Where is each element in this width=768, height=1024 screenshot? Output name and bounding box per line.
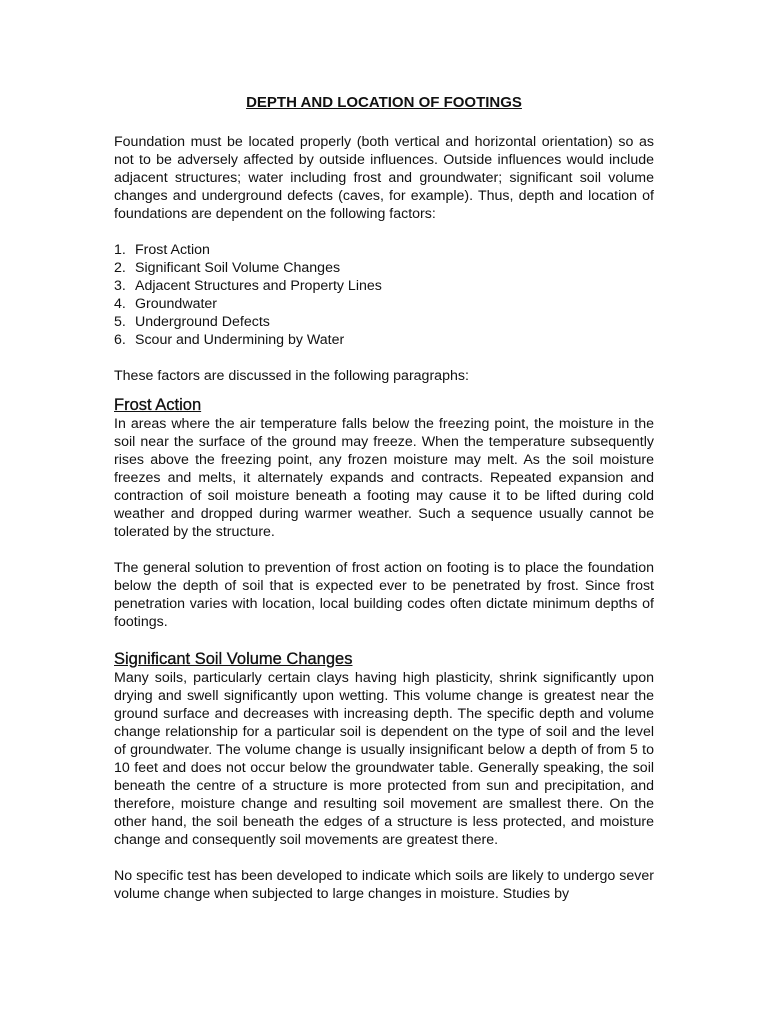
transition-paragraph: These factors are discussed in the following paragraphs: [114, 368, 469, 384]
document-page [114, 93, 654, 903]
list-item-text: Frost Action [135, 242, 210, 258]
soil-volume-paragraph-1: Many soils, particularly certain clays having high plasticity, shrink significantly upon drying and swell significantly upon wetting. This volume change is greatest near the ground surface and decreases with increasing depth. The specific depth and volume change relationship for a particular soil is dependent on the type of soil and the level of groundwater. The volume change is usually insignificant below a depth of from 5 to 10 feet and does not occur below the groundwater table. Generally speaking, the soil beneath the centre of a structure is more protected from sun and precipitation, and therefore, moisture change and resulting soil movement are smallest there. On the other hand, the soil beneath the edges of a structure is less protected, and moisture change and consequently soil movements are greatest there. [114, 670, 654, 848]
factors-list [114, 241, 654, 349]
list-item [114, 241, 654, 259]
section-heading-frost-action: Frost Action [114, 396, 202, 414]
list-item-number: 6. [114, 332, 126, 348]
list-item-number: 2. [114, 260, 126, 276]
frost-paragraph-2: The general solution to prevention of frost action on footing is to place the foundation below the depth of soil that is expected ever to be penetrated by frost. Since frost penetration varies with location, local building codes often dictate minimum depths of footings. [114, 560, 654, 630]
list-item-text: Underground Defects [135, 314, 270, 330]
list-item [114, 331, 654, 349]
list-item [114, 313, 654, 331]
list-item-text: Scour and Undermining by Water [135, 332, 345, 348]
section-heading-soil-volume-changes: Significant Soil Volume Changes [114, 650, 353, 668]
list-item-text: Significant Soil Volume Changes [135, 260, 341, 276]
list-item-text: Adjacent Structures and Property Lines [135, 278, 382, 294]
document-title: DEPTH AND LOCATION OF FOOTINGS [246, 94, 522, 111]
list-item-number: 5. [114, 314, 126, 330]
soil-volume-paragraph-2: No specific test has been developed to indicate which soils are likely to undergo sever volume change when subjected to large changes in moisture. Studies by [114, 868, 654, 902]
intro-paragraph: Foundation must be located properly (both vertical and horizontal orientation) so as not to be adversely affected by outside influences. Outside influences would include adjacent structures; water including frost and groundwater; significant soil volume changes and underground defects (caves, for example). Thus, depth and location of foundations are dependent on the following factors: [114, 134, 654, 222]
list-item [114, 259, 654, 277]
frost-paragraph-1: In areas where the air temperature falls below the freezing point, the moisture in the soil near the surface of the ground may freeze. When the temperature subsequently rises above the freezing point, any frozen moisture may melt. As the soil moisture freezes and melts, it alternately expands and contracts. Repeated expansion and contraction of soil moisture beneath a footing may cause it to be lifted during cold weather and dropped during warmer weather. Such a sequence usually cannot be tolerated by the structure. [114, 416, 654, 540]
list-item-number: 4. [114, 296, 126, 312]
list-item [114, 277, 654, 295]
list-item-number: 1. [114, 242, 126, 258]
list-item-number: 3. [114, 278, 126, 294]
list-item-text: Groundwater [135, 296, 218, 312]
list-item [114, 295, 654, 313]
